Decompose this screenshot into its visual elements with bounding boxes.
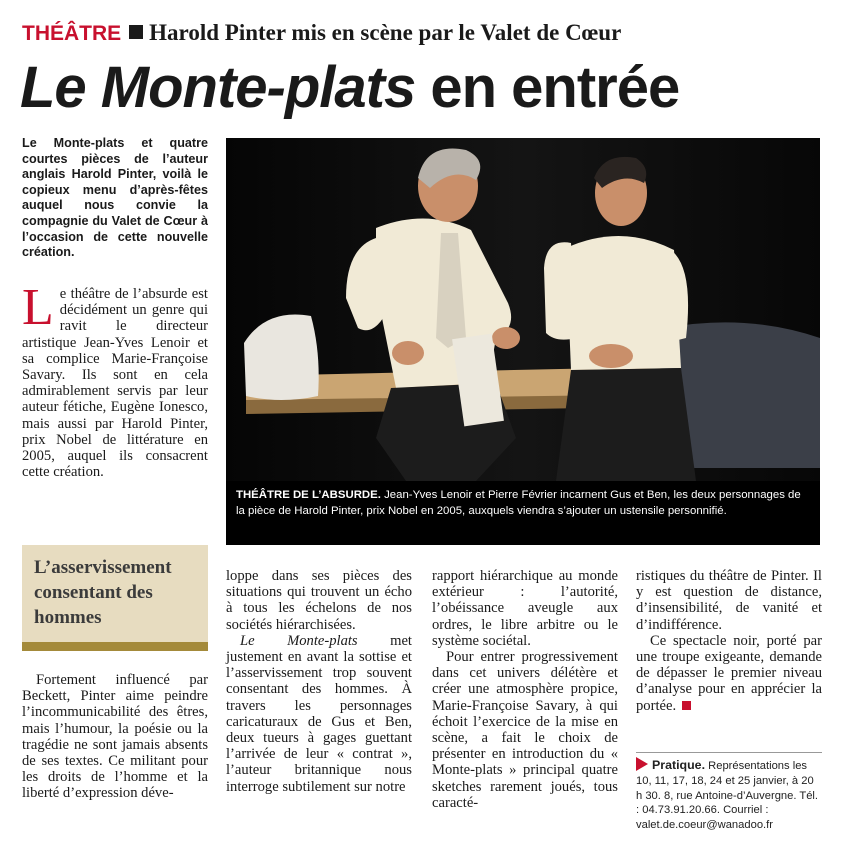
headline: [20, 52, 679, 124]
end-mark-icon: [682, 701, 691, 710]
arrow-right-icon: [636, 757, 648, 771]
section-label: THÉÂTRE: [22, 22, 122, 45]
col2-italic-title: Le Monte-plats: [240, 632, 358, 649]
column-3: [432, 568, 618, 811]
lead-paragraph: [22, 279, 208, 481]
stage-photo: [226, 138, 820, 481]
col4-paragraph-1: ristiques du théâtre de Pinter. Il y est question de distance, d’insensibilité, de vanité et d’indifférence.: [636, 568, 822, 633]
col2-paragraph-2-text: met justement en avant la sottise et l’asservissement trop souvent consentant des hommes. À travers les personnages caricaturaux de Gus et Ben, deux tueurs à gages guettant l’arrivée de leur « contrat », l’auteur britannique nous interroge subtilement sur notre: [226, 632, 412, 795]
intertitle-box: [22, 545, 208, 651]
column-4: [636, 568, 822, 714]
pratique-label: Pratique.: [652, 758, 706, 772]
square-bullet-icon: [129, 25, 143, 39]
chapo: Le Monte-plats et quatre courtes pièces de l’auteur anglais Harold Pinter, voilà le copieux menu d’après-fêtes auquel nous convie la compagnie du Valet de Cœur à l’occasion de cette nouvelle création.: [22, 136, 208, 260]
col2-paragraph-2: [226, 633, 412, 795]
col2-paragraph-1: loppe dans ses pièces des situations qui trouvent un écho à tous les échelons de nos sociétés hiérarchisées.: [226, 568, 412, 633]
col4-paragraph-2-text: Ce spectacle noir, porté par une troupe exigeante, demande de dépasser le premier niveau d’analyse pour en apprécier la portée.: [636, 632, 822, 714]
caption-lead: THÉÂTRE DE L’ABSURDE.: [236, 489, 381, 501]
headline-italic: Le Monte-plats: [20, 55, 416, 120]
column-1: [22, 672, 208, 802]
headline-rest: en entrée: [415, 55, 680, 120]
lead-text: e théâtre de l’absurde est décidément un genre qui ravit le directeur artistique Jean-Yves Lenoir et sa complice Marie-Françoise Savary. Ils sont en cela admirablement servis par leur auteur fétiche, Eugène Ionesco, mais aussi par Harold Pinter, prix Nobel de littérature en 2005, auquel ils consacrent cette création.: [22, 286, 208, 481]
col4-paragraph-2: [636, 633, 822, 714]
photo-caption: [226, 481, 820, 545]
kicker: [22, 20, 621, 46]
pratique-text: Représentations les 10, 11, 17, 18, 24 et 25 janvier, à 20 h 30. 8, rue Antoine-d’Auvergne. Tél. : 04.73.91.20.66. Courriel : valet.de.coeur@wanadoo.fr: [636, 760, 819, 832]
col1-paragraph: Fortement influencé par Beckett, Pinter aime peindre l’incommunicabilité des êtres, mais l’humour, la poésie ou la tragédie ne sont jamais absents de ses textes. Ce militant pour les droits de l’homme et la liberté d’expression déve-: [22, 672, 208, 802]
column-2: [226, 568, 412, 795]
kicker-text: Harold Pinter mis en scène par le Valet de Cœur: [149, 20, 622, 45]
col3-paragraph-1: rapport hiérarchique au monde extérieur : l’autorité, l’obéissance aveugle aux ordres, le libre arbitre ou le système sociétal.: [432, 568, 618, 649]
caption-text: Jean-Yves Lenoir et Pierre Février incarnent Gus et Ben, les deux personnages de la pièce de Harold Pinter, prix Nobel en 2005, auxquels viendra s’ajouter un ustensile personnifié.: [236, 489, 801, 517]
stage-photo-illustration: [226, 138, 820, 481]
intertitle-bar: [22, 642, 208, 651]
dropcap: L: [22, 279, 54, 336]
pratique-box: [636, 752, 822, 833]
intertitle: L’asservissement consentant des hommes: [34, 557, 172, 628]
col3-paragraph-2: Pour entrer progressivement dans cet univers délétère et créer une atmosphère propice, Marie-Françoise Savary, à qui échoit l’exercice de la mise en scène, a fait le choix de présenter en introduction du « Monte-plats » principal quatre sketches rarement joués, tous caracté-: [432, 649, 618, 811]
